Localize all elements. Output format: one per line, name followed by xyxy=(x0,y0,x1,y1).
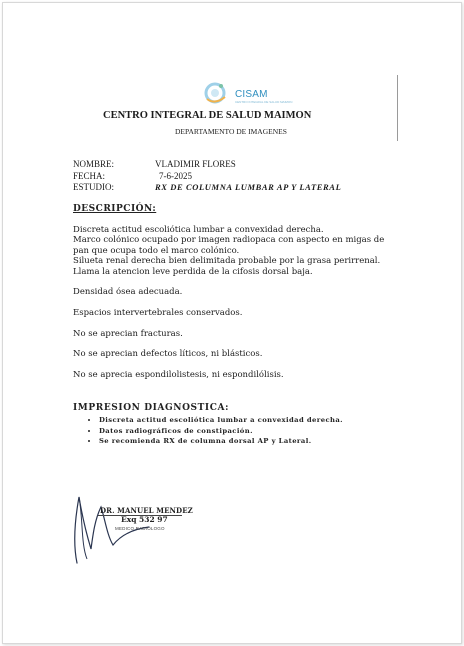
impression-item: • Datos radiográficos de constipación. xyxy=(99,426,343,437)
impression-list xyxy=(83,415,343,447)
name-label: NOMBRE: xyxy=(73,159,115,169)
department-name: DEPARTAMENTO DE IMAGENES xyxy=(175,127,287,136)
doctor-id: Exq 532 97 xyxy=(121,515,168,524)
doctor-role: MEDICO RADIOLOGO xyxy=(115,526,165,531)
description-line: Llama la atencion leve perdida de la cifosis dorsal baja. xyxy=(73,266,313,277)
description-line: Silueta renal derecha bien delimitada probable por la grasa perirrenal. xyxy=(73,256,381,267)
center-name: CENTRO INTEGRAL DE SALUD MAIMON xyxy=(103,110,312,121)
doctor-name: DR. MANUEL MENDEZ xyxy=(100,506,193,515)
description-line: Marco colónico ocupado por imagen radiopaca con aspecto en migas de xyxy=(73,235,385,246)
date-row xyxy=(73,171,192,181)
description-line: No se aprecian fracturas. xyxy=(73,328,183,339)
logo-subtitle: CENTRO INTEGRAL DE SALUD MAIMON xyxy=(235,100,293,104)
date-value: 7-6-2025 xyxy=(159,171,192,181)
impression-title: IMPRESION DIAGNOSTICA: xyxy=(73,403,230,413)
study-label: ESTUDIO: xyxy=(73,182,114,192)
description-line: Densidad ósea adecuada. xyxy=(73,287,183,298)
date-label: FECHA: xyxy=(73,171,106,181)
description-body xyxy=(73,225,403,381)
description-line: Discreta actitud escoliótica lumbar a convexidad derecha. xyxy=(73,225,324,235)
study-value: RX DE COLUMNA LUMBAR AP Y LATERAL xyxy=(155,182,342,192)
report-page xyxy=(2,2,462,644)
description-line: pan que ocupa todo el marco colónico. xyxy=(73,245,240,256)
description-title: DESCRIPCIÓN: xyxy=(73,204,157,214)
logo-text: CISAM xyxy=(235,89,268,100)
patient-name-row xyxy=(73,159,236,169)
description-line: No se aprecian defectos líticos, ni blásticos. xyxy=(73,349,263,360)
description-line: No se aprecia espondilolistesis, ni espondilólisis. xyxy=(73,370,284,381)
impression-item: • Discreta actitud escoliótica lumbar a convexidad derecha. xyxy=(99,415,343,426)
study-row xyxy=(73,182,341,192)
margin-line xyxy=(397,75,398,141)
description-line: Espacios intervertebrales conservados. xyxy=(73,308,243,319)
impression-item: • Se recomienda RX de columna dorsal AP y Lateral. xyxy=(99,436,343,447)
name-value: VLADIMIR FLORES xyxy=(155,159,236,169)
